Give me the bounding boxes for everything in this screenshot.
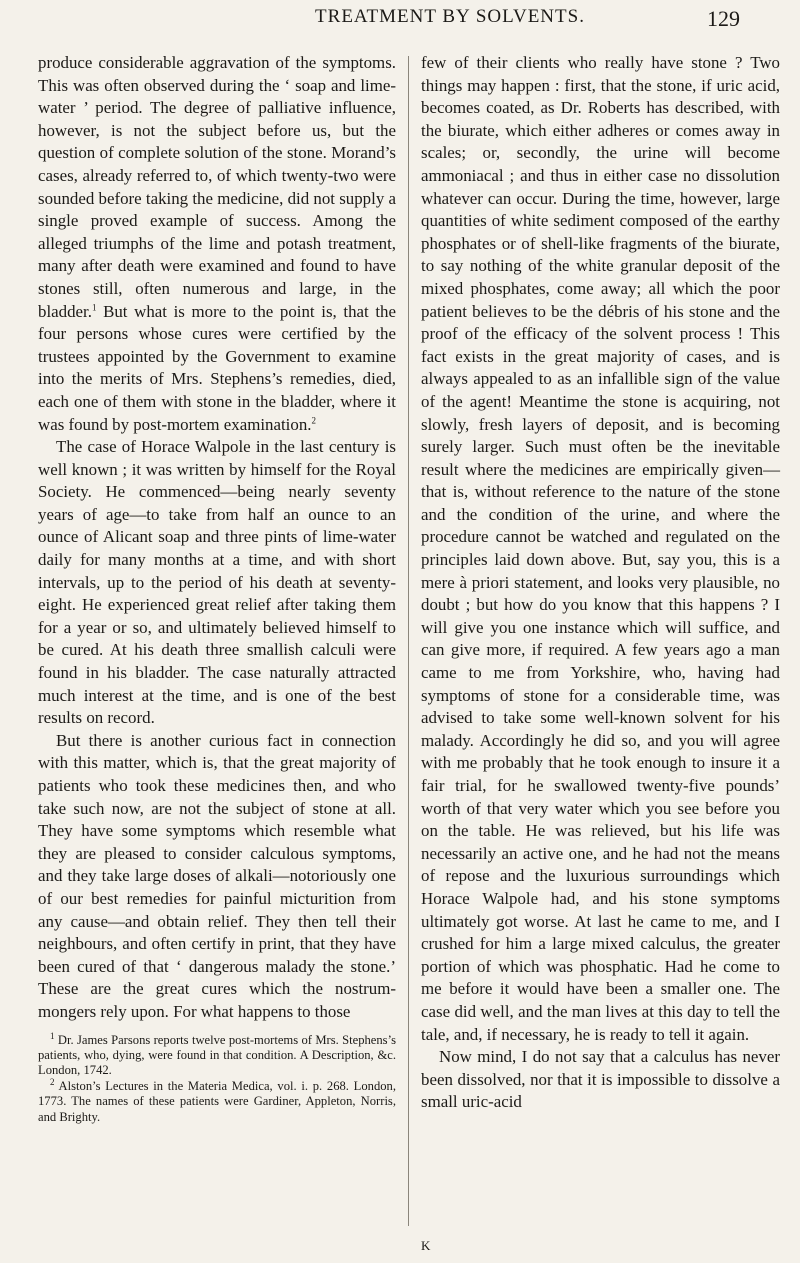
paragraph: But there is another curious fact in connection with this matter, which is, that the great majority of patients who took these medicines then, and who take such now, are not the subject of stone at all. They have some symptoms which resemble what they are pleased to consider calculous symptoms, and they take large doses of alkali—notoriously one of our best remedies for painful micturition from any cause—and obtain relief. They then tell their neighbours, and often certify in print, that they have been cured of that ‘ dangerous malady the stone.’ These are the great cures which the nostrum-mongers rely upon. For what happens to those <box>38 730 396 1021</box>
footnotes <box>38 1030 396 1125</box>
page-header <box>160 6 740 36</box>
running-head: TREATMENT BY SOLVENTS. <box>315 6 585 27</box>
column-divider <box>408 56 409 1226</box>
left-column <box>38 52 396 1125</box>
paragraph: produce considerable aggravation of the symptoms. This was often observed during the ‘ soap and lime-water ’ period. The degree of palliative influence, however, is not the subject before us, but the question of complete solution of the stone. Morand’s cases, already referred to, of which twenty-two were sounded before taking the medicine, did not supply a single proved example of success. Among the alleged triumphs of the lime and potash treatment, many after death were examined and found to have stones still, often numerous and large, in the bladder.$^1$ But what is more to the point is, that the four persons whose cures were certified by the trustees appointed by the Government to examine into the merits of Mrs. Stephens’s remedies, died, each one of them with stone in the bladder, where it was found by post-mortem examination.$^2$ <box>38 53 396 434</box>
right-column <box>421 52 780 1114</box>
page-number: 129 <box>707 6 740 31</box>
paragraph: The case of Horace Walpole in the last century is well known ; it was written by himself for the Royal Society. He commenced—being nearly seventy years of age—to take from half an ounce to an ounce of Alicant soap and three pints of lime-water daily for many months at a time, and with short intervals, up to the period of his death at seventy-eight. He experienced great relief after taking them for a year or so, and ultimately believed himself to be cured. At his death three smallish calculi were found in his bladder. The case naturally attracted much interest at the time, and is one of the best results on record. <box>38 437 396 728</box>
footnote-ref: 2 <box>311 414 316 425</box>
paragraph: Now mind, I do not say that a calculus has never been dissolved, nor that it is impossible to dissolve a small uric-acid <box>421 1047 780 1112</box>
signature-mark: K <box>421 1238 431 1253</box>
paragraph: few of their clients who really have stone ? Two things may happen : first, that the stone, if uric acid, becomes coated, as Dr. Roberts has described, with the biurate, which either adheres or comes away in scales; or, secondly, the urine will become ammoniacal ; and thus in either case no dissolution whatever can occur. During the time, however, large quantities of white sediment composed of the earthy phosphates or of shell-like fragments of the biurate, to say nothing of the white granular deposit of the mixed phosphates, come away; all which the poor patient believes to be the débris of his stone and the proof of the efficacy of the solvent process ! This fact exists in the great majority of cases, and is always appealed to as an infallible sign of the value of the agent! Meantime the stone is acquiring, not slowly, fresh layers of deposit, and is becoming surely larger. Such must often be the inevitable result where the medicines are empirically given—that is, without reference to the nature of the stone and the condition of the urine, and where the procedure cannot be watched and regulated on the principles laid down above. But, say you, this is a mere à priori statement, and looks very plausible, no doubt ; but how do you know that this happens ? I will give you one instance which will suffice, and can give more, if required. A few years ago a man came to me from Yorkshire, who, having had symptoms of stone for a considerable time, was advised to take some well-known solvent for his malady. Accordingly he did so, and you will agree with me probably that he took enough to insure it a fair trial, for he swallowed twenty-five pounds’ worth of that very water which you see before you on the table. He was relieved, but his life was necessarily an active one, and he had not the means of repose and the luxurious surroundings which Horace Walpole had, and his stone symptoms ultimately got worse. At last he came to me, and I crushed for him a large mixed calculus, the greater portion of which was phosphatic. Had he come to me before it would have been a smaller one. The case did well, and the man lives at this day to tell the tale, and, if necessary, he is ready to tell it again. <box>421 53 780 1044</box>
footnote: $^2$ Alston’s Lectures in the Materia Medica, vol. i. p. 268. London, 1773. The names of these patients were Gardiner, Appleton, Norris, and Brighty. <box>38 1076 396 1124</box>
footnote: $^1$ Dr. James Parsons reports twelve post-mortems of Mrs. Stephens’s patients, who, dying, were found in that condition. A Description, &c. London, 1742. <box>38 1030 396 1078</box>
footnote-ref: 1 <box>91 301 97 312</box>
